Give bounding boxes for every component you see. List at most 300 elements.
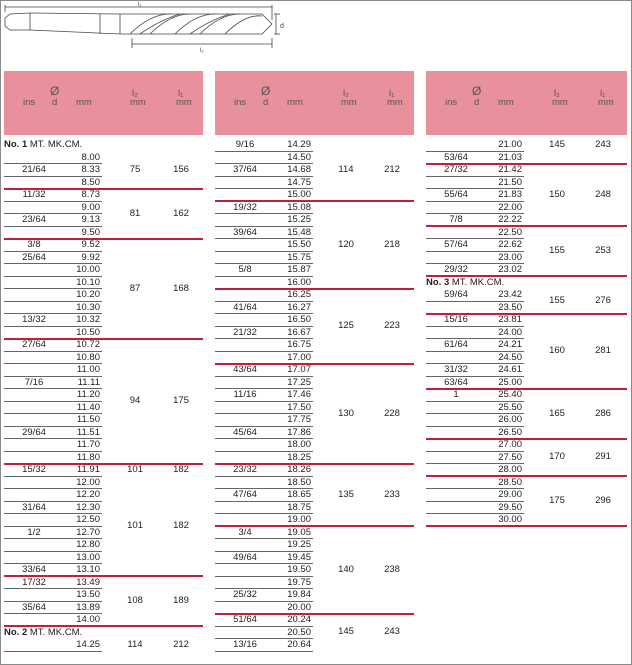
mm-size: 13.49 [76,576,100,588]
mm-size: 22.62 [498,239,522,250]
inch-size: 57/64 [444,239,468,250]
mm-size: 8.00 [81,151,100,163]
table-row [426,227,627,239]
group-divider [426,525,627,527]
l2-value: 81 [129,207,141,219]
inch-size: 25/64 [22,251,46,263]
l2-value: 114 [127,638,143,650]
mm-size: 12.80 [76,539,100,550]
mm-size: 21.50 [498,176,522,188]
inch-size: 7/8 [449,214,463,225]
l1-value: 162 [173,207,189,219]
header-d: d [263,97,269,108]
header-mm: mm [498,97,514,108]
header-l1-unit: mm [176,97,192,108]
mm-size: 21.42 [498,164,522,175]
mm-size: 12.00 [76,476,100,488]
l1-value: 218 [384,238,400,250]
mm-size: 25.50 [498,401,522,413]
mm-size: 16.25 [287,289,311,300]
mm-size: 8.50 [81,176,100,188]
inch-size: 21/32 [233,326,257,338]
mm-size: 15.75 [287,251,311,263]
table-row [215,202,414,214]
header-l2-unit: mm [341,97,357,108]
inch-size: 3/8 [27,239,41,250]
table-row [4,414,203,426]
mm-size: 27.50 [498,451,522,463]
l1-value: 212 [384,163,400,175]
inch-size: 35/64 [22,601,46,613]
l1-value: 238 [384,563,400,575]
mm-size: 9.00 [81,201,100,213]
inch-size: 37/64 [233,164,257,175]
header-l2: l₂ [554,88,560,99]
l2-value: 114 [338,163,354,175]
l2-value: 140 [338,563,354,575]
table-row [215,152,414,164]
table-header [426,71,627,135]
inch-size: 39/64 [233,226,257,238]
table-row [215,139,414,151]
table-row [215,214,414,226]
mm-size: 14.75 [287,176,311,188]
mm-size: 17.25 [287,376,311,388]
inch-size: 49/64 [233,551,257,563]
inch-size: 21/64 [22,164,46,175]
l2-value: 101 [127,520,143,531]
inch-size: 1/2 [27,526,41,538]
inch-size: 47/64 [233,489,257,500]
table-row [215,502,414,514]
inch-size: 31/64 [22,501,46,513]
inch-size: 29/32 [444,264,468,275]
inch-size: 33/64 [22,564,46,575]
section-number: No. 2 [4,626,28,638]
l1-value: 233 [384,488,400,500]
l2-value: 94 [129,395,141,406]
mm-size: 30.00 [498,514,522,525]
section-taper: MT. MK.CM. [451,276,505,288]
mm-size: 10.72 [76,339,100,350]
inch-size: 17/32 [22,576,46,588]
mm-size: 29.00 [498,489,522,500]
inch-size: 29/64 [22,426,46,438]
table-row [4,239,203,251]
mm-size: 14.00 [76,614,100,625]
inch-size: 15/32 [22,464,46,475]
table-row [215,227,414,239]
mm-size: 19.05 [287,526,311,538]
mm-size: 29.50 [498,501,522,513]
table-row [426,439,627,451]
table-row [215,302,414,314]
table-row [426,164,627,176]
mm-size: 10.20 [76,289,100,300]
inch-size: 1 [453,389,459,400]
table-row [4,352,203,364]
inch-size: 31/32 [444,364,468,375]
inch-size: 23/32 [233,464,257,475]
section-heading-row [4,139,203,151]
l2-value: 135 [338,488,354,500]
inch-size: 3/4 [238,526,252,538]
mm-size: 24.61 [498,364,522,375]
mm-size: 26.00 [498,414,522,425]
mm-size: 19.75 [287,576,311,588]
header-diameter-symbol: Ø [261,84,271,98]
l2-value: 87 [129,282,141,294]
table-row [426,177,627,189]
group-divider [426,438,627,440]
mm-size: 11.80 [76,451,100,463]
header-l1-unit: mm [387,97,403,108]
mm-size: 12.50 [76,514,100,525]
mm-size: 10.80 [76,351,100,363]
inch-size: 11/32 [22,189,46,200]
mm-size: 28.50 [498,476,522,488]
table-column-1 [4,71,203,650]
mm-size: 14.50 [287,151,311,163]
mm-size: 11.51 [76,426,100,438]
table-row [4,302,203,314]
table-row [215,464,414,476]
mm-size: 10.50 [76,326,100,338]
l2-value: 108 [127,595,143,606]
l1-value: 156 [173,163,189,175]
mm-size: 12.20 [76,489,100,500]
l2-value: 120 [338,238,354,250]
header-l2: l₂ [343,88,349,99]
mm-size: 28.00 [498,464,522,475]
l2-value: 165 [549,407,565,419]
mm-size: 14.68 [287,164,311,175]
group-divider [426,163,627,165]
header-l1-unit: mm [598,97,614,108]
group-divider [426,225,627,227]
table-row [426,202,627,214]
inch-size: 15/16 [444,314,468,325]
table-row [215,377,414,389]
mm-size: 19.45 [287,551,311,563]
table-row [215,177,414,189]
table-row [4,439,203,451]
table-column-3 [426,71,627,525]
inch-size: 61/64 [444,339,468,350]
taper-shank-drill-drawing [0,0,300,60]
table-column-2 [215,71,414,650]
l2-value: 155 [549,245,565,256]
inch-size: 51/64 [233,614,257,625]
table-row [426,389,627,401]
l2-value: 145 [549,138,565,150]
header-l2-unit: mm [552,97,568,108]
label-l1: l₁ [138,2,142,8]
table-row [215,552,414,564]
header-ins: ins [23,97,36,108]
mm-size: 16.50 [287,314,311,325]
mm-size: 22.22 [498,214,522,225]
l2-value: 75 [129,163,141,175]
header-mm: mm [287,97,303,108]
mm-size: 17.46 [287,389,311,400]
inch-size: 27/32 [444,164,468,175]
inch-size: 13/32 [22,314,46,325]
table-row [4,502,203,514]
group-divider [215,200,414,202]
mm-size: 19.84 [287,589,311,600]
mm-size: 17.00 [287,351,311,363]
header-d: d [474,97,480,108]
mm-size: 19.50 [287,564,311,575]
table-row [4,552,203,564]
mm-size: 21.83 [498,189,522,200]
section-taper: MT. MK.CM. [29,626,83,638]
l2-value: 150 [549,188,565,200]
inch-size: 19/32 [233,201,257,213]
table-row [4,189,203,201]
table-row [215,477,414,489]
section-number: No. 1 [4,139,28,150]
group-divider [4,338,203,340]
inch-size: 9/16 [235,139,255,150]
mm-size: 15.50 [287,239,311,250]
mm-size: 25.00 [498,376,522,388]
table-row [426,327,627,339]
mm-size: 23.00 [498,251,522,263]
mm-size: 18.26 [287,464,311,475]
mm-size: 15.00 [287,189,311,200]
mm-size: 20.00 [287,601,311,613]
l1-value: 286 [595,407,611,419]
group-divider [426,275,627,277]
l1-value: 228 [384,407,400,419]
table-row [215,527,414,539]
inch-size: 27/64 [22,339,46,350]
l1-value: 281 [595,345,611,356]
mm-size: 15.08 [287,201,311,213]
mm-size: 11.91 [76,464,100,475]
mm-size: 19.25 [287,539,311,550]
table-row [215,539,414,551]
table-row [4,577,203,589]
mm-size: 21.03 [498,151,522,163]
l1-value: 243 [595,138,611,150]
mm-size: 16.00 [287,276,311,288]
section-heading-row [426,277,627,289]
mm-size: 8.73 [81,189,100,200]
group-divider [426,388,627,390]
mm-size: 11.40 [76,401,100,413]
inch-size: 7/16 [24,376,44,388]
table-header [4,71,203,135]
header-mm: mm [76,97,92,108]
mm-size: 11.11 [77,376,100,388]
mm-size: 8.33 [81,164,100,175]
mm-size: 9.92 [81,251,100,263]
group-divider [4,625,203,627]
inch-size: 23/64 [22,214,46,225]
header-l2: l₂ [132,88,138,99]
mm-size: 15.87 [287,264,311,275]
mm-size: 22.50 [498,226,522,238]
mm-size: 9.52 [81,239,100,250]
mm-size: 9.50 [81,226,100,238]
l1-value: 276 [595,295,611,306]
mm-size: 23.02 [498,264,522,275]
section-taper: MT. MK.CM. [29,139,83,150]
header-l1: l₁ [600,88,606,99]
table-row [215,427,414,439]
table-row [215,389,414,401]
section-number: No. 3 [426,276,450,288]
inch-size: 11/16 [233,389,257,400]
header-ins: ins [234,97,247,108]
l2-value: 101 [127,463,143,475]
l2-value: 175 [549,495,565,506]
mm-size: 11.50 [76,414,100,425]
mm-size: 18.65 [287,489,311,500]
mm-size: 10.32 [76,314,100,325]
table-row [215,614,414,626]
mm-size: 14.25 [76,639,100,650]
mm-size: 17.86 [287,426,311,438]
l1-value: 212 [173,638,189,650]
mm-size: 20.64 [287,639,311,650]
inch-size: 55/64 [444,189,468,200]
table-row [215,289,414,301]
mm-size: 13.00 [76,551,100,563]
mm-size: 23.50 [498,301,522,313]
inch-size: 5/8 [238,264,252,275]
mm-size: 9.13 [81,214,100,225]
table-row [215,439,414,451]
l1-value: 243 [384,626,400,638]
l1-value: 296 [595,495,611,506]
table-row [426,477,627,489]
mm-size: 14.29 [287,139,311,150]
mm-size: 15.25 [287,214,311,225]
table-row [4,477,203,489]
group-divider [426,475,627,477]
table-row [4,252,203,264]
mm-size: 16.75 [287,339,311,350]
l2-value: 145 [338,626,354,638]
table-row [215,639,414,651]
mm-size: 20.24 [287,614,311,625]
inch-size: 41/64 [233,301,257,313]
mm-size: 19.00 [287,514,311,525]
mm-size: 24.50 [498,351,522,363]
header-l2-unit: mm [130,97,146,108]
table-row [4,339,203,351]
inch-size: 59/64 [444,289,468,300]
l1-value: 168 [173,282,189,294]
mm-size: 24.21 [498,339,522,350]
mm-size: 18.25 [287,451,311,463]
mm-size: 10.00 [76,264,100,275]
table-row [4,264,203,276]
l2-value: 130 [338,407,354,419]
l1-value: 175 [173,395,189,406]
mm-size: 20.50 [287,626,311,638]
table-row [215,364,414,376]
group-divider [215,525,414,527]
group-divider [215,363,414,365]
mm-size: 10.30 [76,301,100,313]
mm-size: 16.67 [287,326,311,338]
inch-size: 53/64 [444,151,468,163]
mm-size: 17.75 [287,414,311,425]
label-d: d [280,23,284,30]
mm-size: 23.81 [498,314,522,325]
table-row [4,314,203,326]
mm-size: 12.70 [76,526,100,538]
l1-value: 248 [595,188,611,200]
header-d: d [52,97,58,108]
header-l1: l₁ [178,88,184,99]
l1-value: 189 [173,595,189,606]
inch-size: 13/16 [233,639,257,650]
group-divider [215,613,414,615]
mm-size: 27.00 [498,439,522,450]
section-heading-row [4,627,203,639]
group-divider [4,188,203,190]
mm-size: 12.30 [76,501,100,513]
l1-value: 223 [384,320,400,331]
mm-size: 11.20 [76,389,100,400]
group-divider [215,288,414,290]
mm-size: 10.10 [76,276,100,288]
table-row [215,589,414,601]
mm-size: 21.00 [498,139,522,150]
group-divider [215,463,414,465]
table-header [215,71,414,135]
l2-value: 170 [549,451,565,463]
mm-size: 16.27 [287,301,311,313]
table-row [4,152,203,164]
mm-size: 18.00 [287,439,311,450]
l2-value: 155 [549,295,565,306]
mm-size: 11.70 [76,439,100,450]
mm-size: 25.40 [498,389,522,400]
table-row [215,264,414,276]
mm-size: 24.00 [498,326,522,338]
inch-size: 43/64 [233,364,257,375]
l1-value: 182 [173,463,189,475]
l2-value: 160 [549,345,565,356]
header-diameter-symbol: Ø [472,84,482,98]
l1-value: 253 [595,245,611,256]
mm-size: 18.75 [287,501,311,513]
inch-size: 63/64 [444,376,468,388]
l1-value: 182 [173,520,189,531]
table-row [215,339,414,351]
table-row [4,377,203,389]
group-divider [4,575,203,577]
mm-size: 18.50 [287,476,311,488]
group-divider [426,313,627,315]
l2-value: 125 [338,320,354,331]
mm-size: 22.00 [498,201,522,213]
table-row [426,364,627,376]
table-row [4,539,203,551]
mm-size: 13.89 [76,601,100,613]
mm-size: 17.50 [287,401,311,413]
group-divider [4,238,203,240]
table-row [4,427,203,439]
header-diameter-symbol: Ø [50,84,60,98]
